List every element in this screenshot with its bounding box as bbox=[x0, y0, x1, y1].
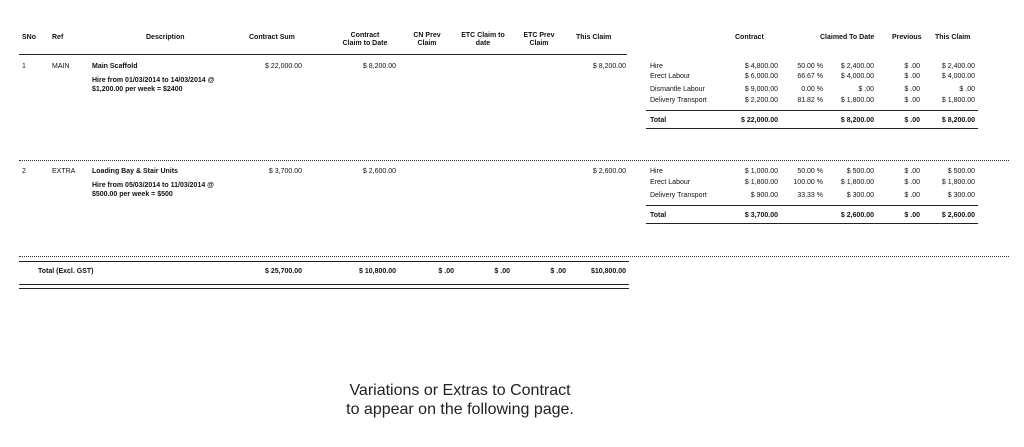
breakdown-previous: $ .00 bbox=[904, 192, 920, 199]
breakdown-contract-header: Contract bbox=[735, 34, 764, 41]
breakdown-name: Hire bbox=[650, 168, 663, 175]
breakdown-contract: $ 900.00 bbox=[750, 192, 778, 199]
breakdown-name: Dismantle Labour bbox=[650, 86, 705, 93]
item-sno: 2 bbox=[22, 168, 26, 175]
breakdown-this: $ 1,800.00 bbox=[941, 179, 975, 186]
item-this-claim: $ 2,600.00 bbox=[592, 168, 626, 175]
breakdown-previous-header: Previous bbox=[892, 34, 922, 41]
breakdown-total-underline bbox=[646, 128, 978, 129]
grand-total-top-rule bbox=[19, 261, 629, 262]
breakdown-previous: $ .00 bbox=[904, 168, 920, 175]
breakdown-name: Delivery Transport bbox=[650, 97, 707, 104]
breakdown-percent: 50.00 % bbox=[797, 63, 823, 70]
item-detail-line2: $1,200.00 per week = $2400 bbox=[92, 86, 183, 93]
item-contract-sum: $ 3,700.00 bbox=[268, 168, 302, 175]
breakdown-contract: $ 1,800.00 bbox=[744, 179, 778, 186]
breakdown-claimed: $ 1,800.00 bbox=[840, 179, 874, 186]
breakdown-claimed: $ 1,800.00 bbox=[840, 97, 874, 104]
col-etc-claim-header bbox=[455, 32, 511, 48]
breakdown-name: Delivery Transport bbox=[650, 192, 707, 199]
breakdown-previous: $ .00 bbox=[904, 179, 920, 186]
item-sno: 1 bbox=[22, 63, 26, 70]
breakdown-name: Erect Labour bbox=[650, 73, 691, 80]
col-contract-claim-header bbox=[330, 32, 400, 48]
breakdown-total-previous: $ .00 bbox=[904, 117, 920, 124]
breakdown-percent: 66.67 % bbox=[797, 73, 823, 80]
breakdown-total-claimed: $ 2,600.00 bbox=[840, 212, 874, 219]
breakdown-claimed-header: Claimed To Date bbox=[820, 34, 875, 41]
grand-total-cn-prev: $ .00 bbox=[438, 268, 454, 275]
item-claim-to-date: $ 2,600.00 bbox=[362, 168, 396, 175]
breakdown-total-this: $ 2,600.00 bbox=[941, 212, 975, 219]
breakdown-contract: $ 6,000.00 bbox=[744, 73, 778, 80]
breakdown-claimed: $ 2,400.00 bbox=[840, 63, 874, 70]
breakdown-total-underline bbox=[646, 223, 978, 224]
breakdown-total-previous: $ .00 bbox=[904, 212, 920, 219]
breakdown-contract: $ 9,000.00 bbox=[744, 86, 778, 93]
breakdown-contract: $ 4,800.00 bbox=[744, 63, 778, 70]
item-detail-line1: Hire from 05/03/2014 to 11/03/2014 @ bbox=[92, 182, 215, 189]
breakdown-previous: $ .00 bbox=[904, 97, 920, 104]
item-ref: MAIN bbox=[52, 63, 70, 70]
grand-total-double-rule-2 bbox=[19, 288, 629, 289]
item-detail-line2: $500.00 per week = $500 bbox=[92, 191, 173, 198]
col-etc-prev-header bbox=[516, 32, 562, 48]
col-cn-prev-header-line2: Claim bbox=[417, 40, 437, 47]
grand-total-this-claim: $10,800.00 bbox=[590, 268, 626, 275]
col-etc-prev-header-line2: Claim bbox=[529, 40, 549, 47]
item-separator bbox=[19, 160, 1009, 161]
grand-total-etc-prev: $ .00 bbox=[550, 268, 566, 275]
breakdown-name: Erect Labour bbox=[650, 179, 691, 186]
breakdown-total-rule bbox=[646, 205, 978, 206]
breakdown-this-claim-header: This Claim bbox=[935, 34, 971, 41]
col-sno-header: SNo bbox=[22, 34, 36, 41]
breakdown-claimed: $ 500.00 bbox=[846, 168, 874, 175]
variations-note-line2: to appear on the following page. bbox=[346, 401, 574, 418]
grand-total-etc-claim: $ .00 bbox=[494, 268, 510, 275]
grand-total-contract-sum: $ 25,700.00 bbox=[265, 268, 302, 275]
breakdown-total-rule bbox=[646, 110, 978, 111]
col-cn-prev-header bbox=[405, 32, 449, 48]
item-separator bbox=[19, 256, 1009, 257]
col-cn-prev-header-line1: CN Prev bbox=[413, 32, 441, 39]
breakdown-percent: 100.00 % bbox=[793, 179, 823, 186]
breakdown-claimed: $ 4,000.00 bbox=[840, 73, 874, 80]
breakdown-percent: 33.33 % bbox=[797, 192, 823, 199]
item-detail-line1: Hire from 01/03/2014 to 14/03/2014 @ bbox=[92, 77, 215, 84]
variations-note-line1: Variations or Extras to Contract bbox=[349, 382, 571, 399]
grand-total-claim-to-date: $ 10,800.00 bbox=[359, 268, 396, 275]
variations-note bbox=[300, 381, 620, 419]
col-etc-claim-header-line1: ETC Claim to bbox=[461, 32, 505, 39]
col-contract-claim-header-line2: Claim to Date bbox=[342, 40, 388, 47]
col-etc-claim-header-line2: date bbox=[475, 40, 491, 47]
breakdown-this: $ .00 bbox=[959, 86, 975, 93]
col-contract-claim-header-line1: Contract bbox=[350, 32, 380, 39]
grand-total-double-rule-1 bbox=[19, 284, 629, 285]
breakdown-percent: 0.00 % bbox=[801, 86, 823, 93]
breakdown-this: $ 4,000.00 bbox=[941, 73, 975, 80]
col-this-claim-header: This Claim bbox=[576, 34, 612, 41]
item-title: Main Scaffold bbox=[92, 63, 138, 70]
item-title: Loading Bay & Stair Units bbox=[92, 168, 178, 175]
item-claim-to-date: $ 8,200.00 bbox=[362, 63, 396, 70]
col-ref-header: Ref bbox=[52, 34, 64, 41]
breakdown-total-label: Total bbox=[650, 212, 667, 219]
col-contract-sum-header: Contract Sum bbox=[249, 34, 295, 41]
breakdown-contract: $ 1,000.00 bbox=[744, 168, 778, 175]
breakdown-this: $ 300.00 bbox=[947, 192, 975, 199]
breakdown-previous: $ .00 bbox=[904, 63, 920, 70]
breakdown-total-contract: $ 3,700.00 bbox=[744, 212, 778, 219]
breakdown-total-this: $ 8,200.00 bbox=[941, 117, 975, 124]
breakdown-total-claimed: $ 8,200.00 bbox=[840, 117, 874, 124]
breakdown-claimed: $ 300.00 bbox=[846, 192, 874, 199]
item-this-claim: $ 8,200.00 bbox=[592, 63, 626, 70]
breakdown-percent: 50.00 % bbox=[797, 168, 823, 175]
item-contract-sum: $ 22,000.00 bbox=[265, 63, 302, 70]
breakdown-percent: 81.82 % bbox=[797, 97, 823, 104]
grand-total-label: Total (Excl. GST) bbox=[38, 268, 94, 275]
breakdown-this: $ 2,400.00 bbox=[941, 63, 975, 70]
header-rule bbox=[19, 54, 627, 55]
breakdown-total-contract: $ 22,000.00 bbox=[741, 117, 778, 124]
col-description-header: Description bbox=[146, 34, 185, 41]
breakdown-this: $ 500.00 bbox=[947, 168, 975, 175]
breakdown-previous: $ .00 bbox=[904, 73, 920, 80]
breakdown-total-label: Total bbox=[650, 117, 667, 124]
breakdown-previous: $ .00 bbox=[904, 86, 920, 93]
breakdown-claimed: $ .00 bbox=[858, 86, 874, 93]
item-ref: EXTRA bbox=[52, 168, 76, 175]
breakdown-name: Hire bbox=[650, 63, 663, 70]
col-etc-prev-header-line1: ETC Prev bbox=[523, 32, 555, 39]
breakdown-this: $ 1,800.00 bbox=[941, 97, 975, 104]
breakdown-contract: $ 2,200.00 bbox=[744, 97, 778, 104]
